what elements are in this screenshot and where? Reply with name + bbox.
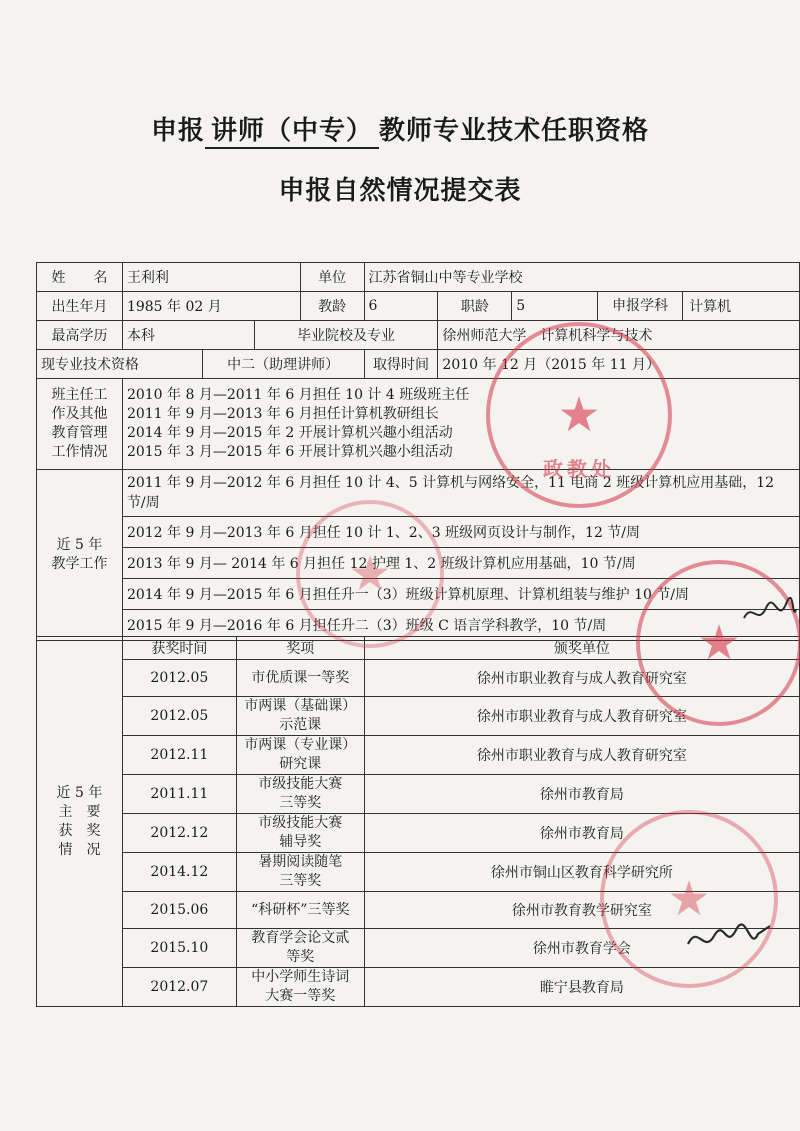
award-date: 2012.05 (122, 697, 236, 736)
award-date: 2012.07 (122, 968, 236, 1007)
award-org: 徐州市教育学会 (364, 929, 799, 968)
seal-text: 政教处 (543, 457, 615, 481)
post-age-value: 5 (512, 292, 598, 321)
form-title (0, 110, 800, 149)
unit-label: 单位 (300, 263, 364, 292)
teach-age-value: 6 (364, 292, 438, 321)
signature-scribble-icon (742, 596, 798, 630)
form-subtitle: 申报自然情况提交表 (278, 176, 522, 206)
teach-age-label: 教龄 (300, 292, 364, 321)
subject-label: 申报学科 (598, 292, 683, 320)
birth-label: 出生年月 (37, 292, 123, 321)
subject-cell (598, 292, 800, 321)
award-name (236, 736, 364, 775)
signature-mark (742, 596, 798, 637)
award-org: 徐州市铜山区教育科学研究所 (364, 853, 799, 892)
teaching-row: 2011 年 9 月—2012 年 6 月担任 10 计 4、5 计算机与网络安全，11 电商 2 班级计算机应用基础，12 节/周 (122, 470, 799, 517)
awards-label-line: 近 5 年 (56, 784, 103, 801)
award-name-line: 示范课 (279, 717, 322, 733)
award-name-line: 中小学师生诗词 (251, 969, 350, 985)
award-org: 徐州市教育局 (364, 775, 799, 814)
awards-label-line: 主 要 (58, 803, 101, 820)
award-name-line: 等奖 (286, 949, 315, 965)
award-date: 2012.12 (122, 814, 236, 853)
award-date: 2011.11 (122, 775, 236, 814)
personal-info-table (36, 262, 800, 641)
teaching-row: 2012 年 9 月—2013 年 6 月担任 10 计 1、2、3 班级网页设计与制作，12 节/周 (122, 517, 799, 548)
school-value: 徐州师范大学 计算机科学与技术 (438, 321, 800, 350)
award-name (236, 697, 364, 736)
award-name-line: 三等奖 (279, 795, 322, 811)
award-org: 徐州市教育教学研究室 (364, 892, 799, 929)
post-age-label: 职龄 (438, 292, 512, 321)
awards-label-line: 情 况 (58, 841, 101, 858)
mgmt-label (37, 379, 123, 470)
mgmt-label-line: 作及其他 (51, 406, 108, 422)
qual-value: 中二（助理讲师） (202, 350, 364, 379)
mgmt-label-line: 班主任工 (51, 387, 108, 403)
mgmt-line: 2011 年 9 月—2013 年 6 月担任计算机教研组长 (126, 406, 439, 422)
award-name-line: 市两课（专业课） (244, 737, 357, 753)
award-date: 2012.05 (122, 660, 236, 697)
awards-label (37, 637, 123, 1007)
teaching-row: 2013 年 9 月— 2014 年 6 月担任 12 护理 1、2 班级计算机应用基础，10 节/周 (122, 548, 799, 579)
header-org: 颁奖单位 (364, 637, 799, 660)
seal-star-icon: ★ (557, 387, 601, 443)
award-name (236, 929, 364, 968)
award-name (236, 853, 364, 892)
award-name-line: 大赛一等奖 (265, 988, 336, 1004)
award-name-line: 市两课（基础课） (244, 698, 357, 714)
title-prefix: 申报 (150, 116, 205, 146)
award-name-line: “科研杯”三等奖 (251, 901, 350, 918)
awards-label-line: 获 奖 (58, 822, 101, 839)
seal-star-icon: ★ (697, 615, 741, 671)
school-label: 毕业院校及专业 (254, 321, 438, 350)
award-name-line: 辅导奖 (279, 834, 322, 850)
award-date: 2012.11 (122, 736, 236, 775)
birth-value: 1985 年 02 月 (122, 292, 300, 321)
award-org: 徐州市职业教育与成人教育研究室 (364, 697, 799, 736)
award-name (236, 814, 364, 853)
teaching-label-line: 近 5 年 (56, 537, 103, 553)
title-suffix: 教师专业技术任职资格 (379, 116, 650, 146)
mgmt-line: 2014 年 9 月—2015 年 2 开展计算机兴趣小组活动 (126, 425, 453, 441)
title-position: 讲师（中专） (205, 110, 379, 149)
award-date: 2015.06 (122, 892, 236, 929)
award-name-line: 三等奖 (279, 873, 322, 889)
header-award: 奖项 (236, 637, 364, 660)
award-org: 徐州市教育局 (364, 814, 799, 853)
edu-label: 最高学历 (37, 321, 123, 350)
seal-star-icon: ★ (348, 546, 392, 602)
teaching-label (37, 470, 123, 641)
award-name (236, 892, 364, 929)
mgmt-content (122, 379, 799, 470)
seal-star-icon: ★ (667, 871, 711, 927)
signature-scribble-icon (684, 920, 774, 960)
teaching-row: 2014 年 9 月—2015 年 6 月担任升一（3）班级计算机原理、计算机组装与维护 10 节/周 (122, 579, 799, 610)
award-org: 徐州市职业教育与成人教育研究室 (364, 736, 799, 775)
signature-mark (684, 920, 774, 967)
name-label: 姓 名 (37, 263, 123, 292)
mgmt-line: 2015 年 3 月—2015 年 6 开展计算机兴趣小组活动 (126, 444, 453, 460)
award-name-line: 暑期阅读随笔 (258, 854, 343, 870)
award-name (236, 775, 364, 814)
edu-value: 本科 (122, 321, 254, 350)
teaching-row: 2015 年 9 月—2016 年 6 月担任升二（3）班级 C 语言学科教学，10 节/周 (122, 610, 799, 641)
mgmt-label-line: 工作情况 (51, 444, 108, 460)
mgmt-line: 2010 年 8 月—2011 年 6 月担任 10 计 4 班级班主任 (126, 387, 470, 403)
subject-value: 计算机 (689, 299, 732, 315)
award-date: 2014.12 (122, 853, 236, 892)
award-org: 徐州市职业教育与成人教育研究室 (364, 660, 799, 697)
obtain-value: 2010 年 12 月（2015 年 11 月） (438, 350, 800, 379)
qual-label: 现专业技术资格 (37, 350, 203, 379)
obtain-label: 取得时间 (364, 350, 438, 379)
award-name-line: 教育学会论文贰 (251, 930, 350, 946)
header-date: 获奖时间 (122, 637, 236, 660)
award-name (236, 968, 364, 1007)
award-name-line: 市优质课一等奖 (251, 669, 350, 686)
award-name-line: 市级技能大赛 (258, 815, 343, 831)
mgmt-label-line: 教育管理 (51, 425, 108, 441)
name-value: 王利利 (122, 263, 300, 292)
award-name-line: 研究课 (279, 756, 322, 772)
award-date: 2015.10 (122, 929, 236, 968)
award-name-line: 市级技能大赛 (258, 776, 343, 792)
award-org: 睢宁县教育局 (364, 968, 799, 1007)
award-name (236, 660, 364, 697)
unit-value: 江苏省铜山中等专业学校 (364, 263, 799, 292)
teaching-label-line: 教学工作 (51, 556, 108, 572)
